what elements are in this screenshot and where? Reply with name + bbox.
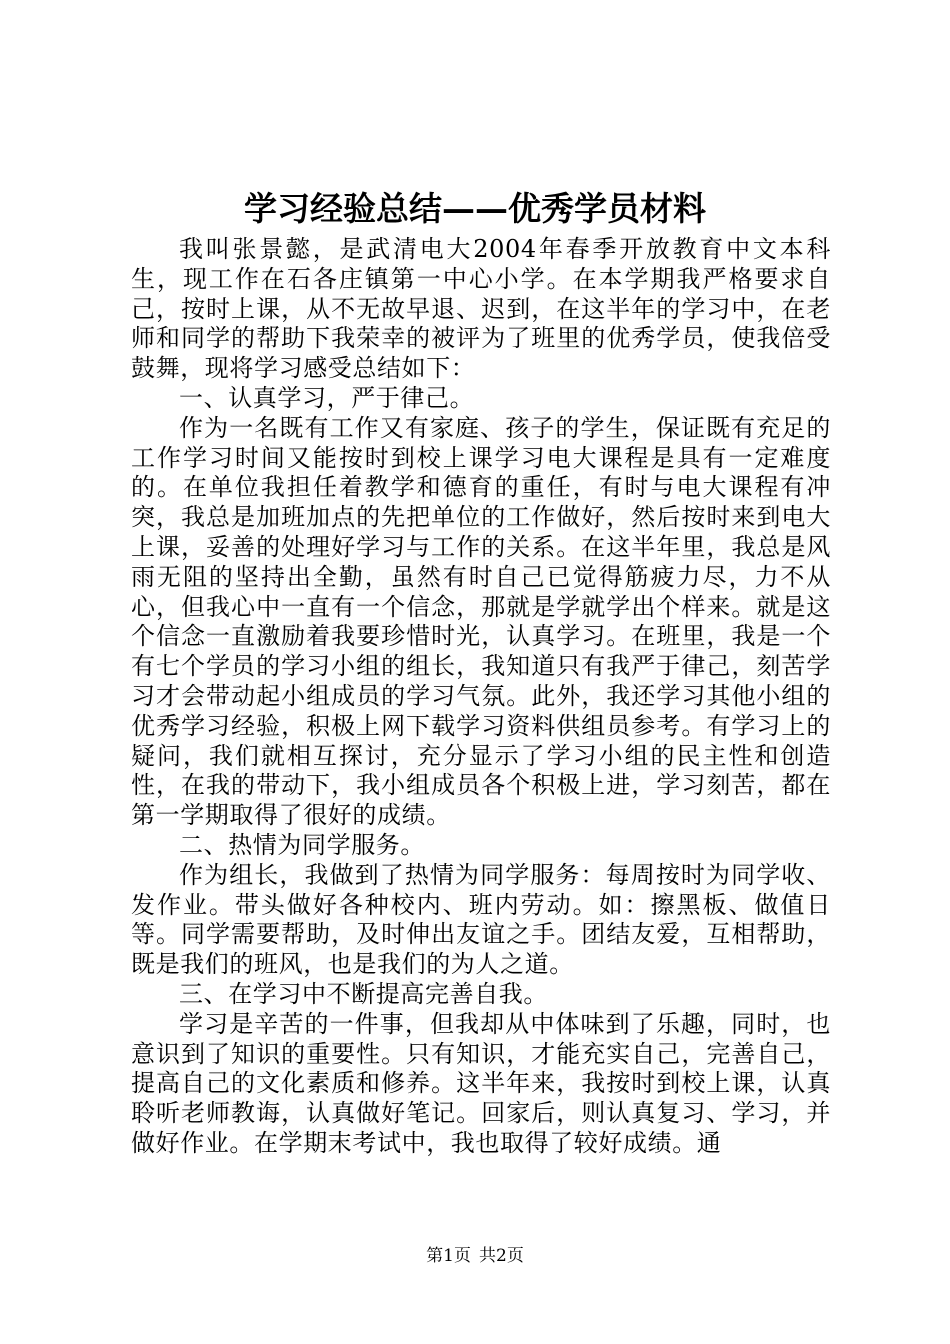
- page-total: 共2页: [479, 1246, 524, 1266]
- section-3-paragraph: 学习是辛苦的一件事，但我却从中体味到了乐趣，同时，也意识到了知识的重要性。只有知识，才能充实自己，完善自己，提高自己的文化素质和修养。这半年来，我按时到校上课，认真聆听老师教诲，认真做好笔记。回家后，则认真复习、学习，并做好作业。在学期末考试中，我也取得了较好成绩。通: [131, 1009, 831, 1157]
- page-footer: [0, 1244, 950, 1268]
- section-1-paragraph: 作为一名既有工作又有家庭、孩子的学生，保证既有充足的工作学习时间又能按时到校上课学习电大课程是具有一定难度的。在单位我担任着教学和德育的重任，有时与电大课程有冲突，我总是加班加点的先把单位的工作做好，然后按时来到电大上课，妥善的处理好学习与工作的关系。在这半年里，我总是风雨无阻的坚持出全勤，虽然有时自己已觉得筋疲力尽，力不从心，但我心中一直有一个信念，那就是学就学出个样来。就是这个信念一直激励着我要珍惜时光，认真学习。在班里，我是一个有七个学员的学习小组的组长，我知道只有我严于律己，刻苦学习才会带动起小组成员的学习气氛。此外，我还学习其他小组的优秀学习经验，积极上网下载学习资料供组员参考。有学习上的疑问，我们就相互探讨，充分显示了学习小组的民主性和创造性，在我的带动下，我小组成员各个积极上进，学习刻苦，都在第一学期取得了很好的成绩。: [131, 413, 831, 830]
- section-heading-3: 三、在学习中不断提高完善自我。: [179, 979, 548, 1008]
- document-body: [131, 235, 831, 1159]
- section-heading-2: 二、热情为同学服务。: [179, 830, 425, 859]
- page-number: 第1页: [426, 1246, 471, 1266]
- section-2-paragraph: 作为组长，我做到了热情为同学服务：每周按时为同学收、发作业。带头做好各种校内、班内劳动。如：擦黑板、做值日等。同学需要帮助，及时伸出友谊之手。团结友爱，互相帮助，既是我们的班风，也是我们的为人之道。: [131, 860, 831, 979]
- section-heading-1: 一、认真学习，严于律己。: [179, 383, 475, 412]
- document-title: 学习经验总结——优秀学员材料: [244, 189, 706, 228]
- intro-paragraph: 我叫张景懿，是武清电大2004年春季开放教育中文本科生，现工作在石各庄镇第一中心小学。在本学期我严格要求自己，按时上课，从不无故早退、迟到，在这半年的学习中，在老师和同学的帮助下我荣幸的被评为了班里的优秀学员，使我倍受鼓舞，现将学习感受总结如下：: [131, 235, 831, 383]
